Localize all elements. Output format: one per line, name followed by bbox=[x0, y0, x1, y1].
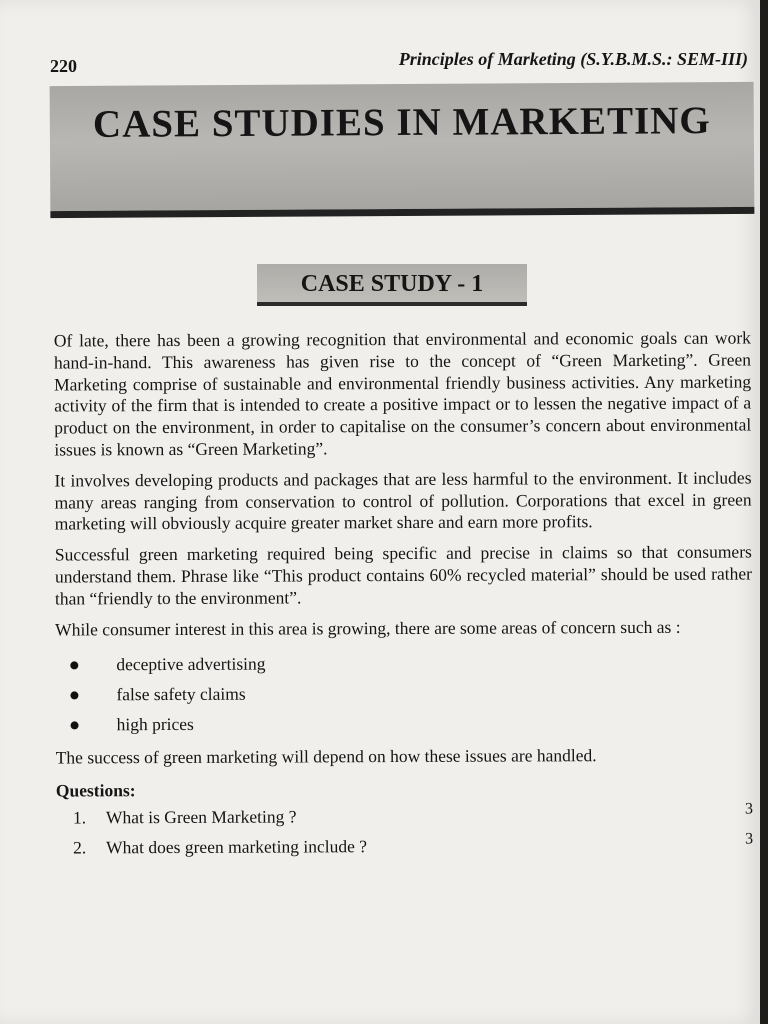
paragraph-concerns-intro: While consumer interest in this area is growing, there are some areas of concern such as : bbox=[55, 616, 681, 640]
page-number: 220 bbox=[50, 56, 77, 76]
chapter-title: CASE STUDIES IN MARKETING bbox=[92, 99, 711, 146]
question-row bbox=[56, 829, 753, 862]
question-number: 2. bbox=[73, 837, 87, 858]
case-study-label: CASE STUDY - 1 bbox=[257, 264, 527, 306]
running-head: Principles of Marketing (S.Y.B.M.S.: SEM-III) bbox=[398, 49, 748, 69]
case-study-body bbox=[54, 327, 753, 862]
paragraph-products: It involves developing products and packages that are less harmful to the environment. It includes many areas ranging from conservation to control of pollution. Corporations that excel in green marketing will obviously acquire greater market share and earn more profits. bbox=[54, 467, 752, 534]
concern-item: deceptive advertising bbox=[55, 647, 752, 680]
question-row bbox=[56, 799, 753, 832]
question-text: What is Green Marketing ? bbox=[105, 806, 297, 828]
question-text: What does green marketing include ? bbox=[106, 836, 368, 858]
questions-heading: Questions: bbox=[55, 780, 136, 801]
question-marks: 3 bbox=[744, 800, 753, 818]
paragraph-intro: Of late, there has been a growing recognition that environmental and economic goals can work hand-in-hand. This awareness has given rise to the concept of “Green Marketing”. Green Marketing comprise of sustainable and environmental friendly business activities. Any marketing activity of the firm that is intended to create a positive impact or to lessen the negative impact of a product on the environment, in order to capitalise on the consumer’s concern about environmental issues is known as “Green Marketing”. bbox=[53, 327, 752, 460]
paragraph-claims: Successful green marketing required being specific and precise in claims so that consumers understand them. Phrase like “This product contains 60% recycled material” should be used rather than “friendly to the environment”. bbox=[54, 541, 752, 609]
concern-item: high prices bbox=[55, 707, 752, 740]
question-number: 1. bbox=[72, 807, 87, 828]
question-marks: 3 bbox=[745, 830, 754, 848]
concerns-list bbox=[55, 647, 752, 740]
concern-item: false safety claims bbox=[55, 677, 752, 710]
chapter-title-band bbox=[50, 82, 755, 218]
closing-paragraph: The success of green marketing will depend on how these issues are handled. bbox=[55, 745, 597, 768]
